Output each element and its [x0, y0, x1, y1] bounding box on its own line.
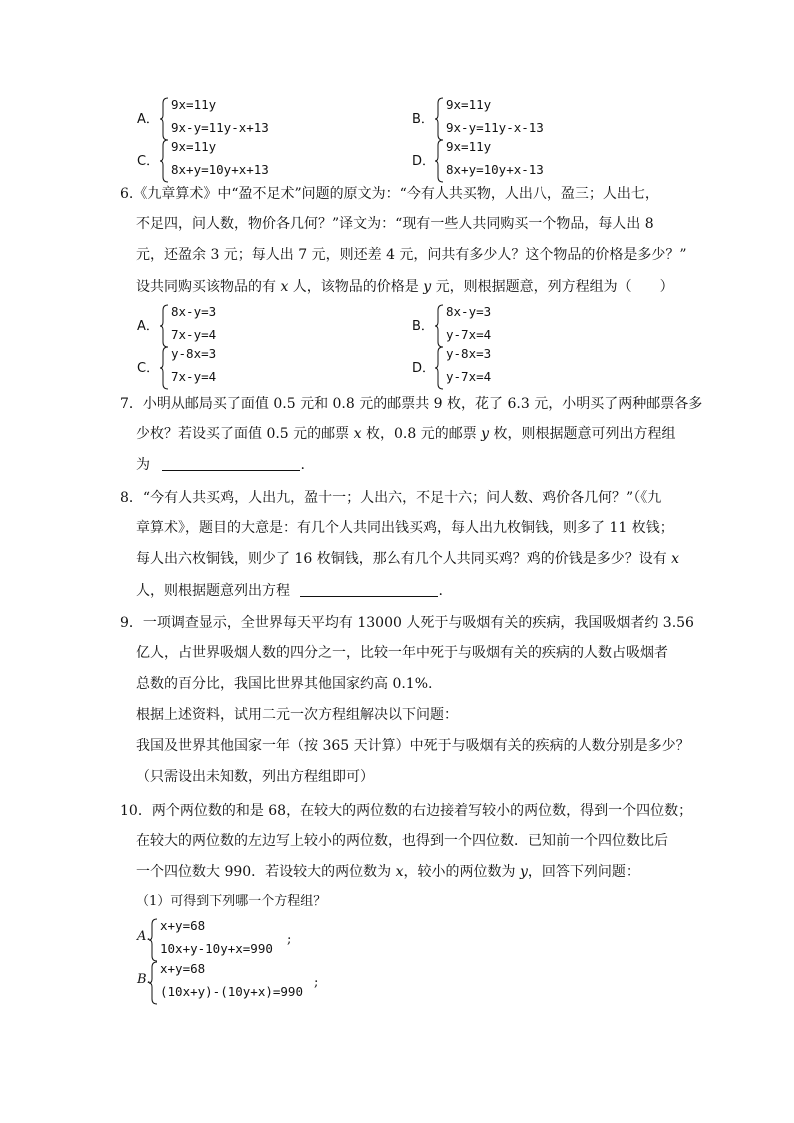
option-label: A. — [137, 929, 151, 944]
brace-icon — [434, 346, 444, 390]
equation-2: (10x+y)-(10y+x)=990 — [160, 984, 303, 999]
equation-1: 9x=11y — [171, 97, 217, 112]
q10-sub-question-1: （1）可得到下列哪一个方程组？ — [136, 894, 327, 909]
text: 为 — [136, 457, 155, 473]
variable-x: x — [280, 279, 289, 295]
q7-line-1: 7．小明从邮局买了面值 0.5 元和 0.8 元的邮票共 9 枚，花了 6.3 元，小明买了两种邮票各多 — [120, 396, 703, 412]
q6-line-1: 6.《九章算术》中“盈不足术”问题的原文为：“今有人共买物，人出八，盈三；人出七， — [120, 186, 659, 202]
text: 少枚？若设买了面值 0.5 元的邮票 — [136, 426, 354, 442]
text: ，较小的两位数为 — [403, 864, 520, 880]
q6-line-4 — [136, 277, 674, 297]
q8-line-1: 8．“今有人共买鸡，人出九，盈十一；人出六，不足十六；问人数、鸡价各几何？”（《九 — [120, 490, 662, 506]
semicolon: ; — [287, 932, 292, 947]
equation-1: 9x=11y — [446, 139, 492, 154]
option-label: A． — [137, 319, 159, 334]
variable-x: x — [671, 551, 680, 567]
q10-line-3 — [136, 862, 640, 882]
variable-y: y — [519, 864, 528, 880]
option-label: A． — [137, 112, 159, 127]
brace-icon — [159, 97, 169, 141]
option-label: D． — [412, 154, 436, 169]
option-label: B. — [137, 972, 151, 987]
option-label: C． — [137, 361, 160, 376]
q10-line-1: 10．两个两位数的和是 68，在较大的两位数的右边接着写较小的两位数，得到一个四位数； — [120, 803, 693, 819]
equation-1: 8x-y=3 — [446, 304, 492, 319]
text: 每人出六枚铜钱，则少了 16 枚铜钱，那么有几个人共同买鸡？鸡的价钱是多少？设有 — [136, 551, 672, 567]
q9-line-3: 总数的百分比，我国比世界其他国家约高 0.1%. — [136, 676, 433, 692]
brace-icon — [148, 918, 158, 962]
brace-icon — [159, 304, 169, 348]
q7-line-2 — [136, 424, 676, 444]
brace-icon — [148, 961, 158, 1005]
text: . — [438, 583, 443, 599]
equation-1: x+y=68 — [160, 961, 206, 976]
text: 设共同购买该物品的有 — [136, 279, 281, 295]
brace-icon — [434, 304, 444, 348]
text: 枚，则根据题意可列出方程组 — [489, 426, 676, 442]
text: 人，则根据题意列出方程 — [136, 583, 295, 599]
equation-2: 9x-y=11y-x+13 — [171, 120, 269, 135]
option-label: D． — [412, 361, 436, 376]
q8-line-4 — [136, 581, 443, 601]
equation-2: 10x+y-10y+x=990 — [160, 941, 273, 956]
brace-icon — [434, 139, 444, 183]
q9-line-4: 根据上述资料，试用二元一次方程组解决以下问题： — [136, 707, 458, 723]
text: . — [300, 457, 305, 473]
text: 一个四位数大 990．若设较大的两位数为 — [136, 864, 396, 880]
equation-1: 8x-y=3 — [171, 304, 217, 319]
brace-icon — [159, 139, 169, 183]
text: 元，则根据题意，列方程组为（ ） — [431, 279, 674, 295]
q6-line-3: 元，还盈余 3 元；每人出 7 元，则还差 4 元，问共有多少人？这个物品的价格是多少？” — [136, 247, 687, 263]
equation-2: 7x-y=4 — [171, 327, 217, 342]
equation-1: y-8x=3 — [171, 346, 217, 361]
q9-line-6: （只需设出未知数，列出方程组即可） — [136, 769, 374, 785]
text: 人，该物品的价格是 — [288, 279, 424, 295]
answer-blank[interactable] — [162, 456, 300, 471]
q7-line-3 — [136, 455, 305, 475]
q6-line-2: 不足四，问人数，物价各几何？”译文为：“现有一些人共同购买一个物品，每人出 8 — [136, 216, 654, 232]
equation-2: 8x+y=10y+x-13 — [446, 162, 544, 177]
variable-y: y — [481, 426, 490, 442]
equation-1: y-8x=3 — [446, 346, 492, 361]
variable-x: x — [395, 864, 404, 880]
q9-line-5: 我国及世界其他国家一年（按 365 天计算）中死于与吸烟有关的疾病的人数分别是多少？ — [136, 738, 690, 754]
answer-blank[interactable] — [300, 582, 438, 597]
variable-x: x — [353, 426, 362, 442]
text: ，回答下列问题： — [527, 864, 640, 880]
option-label: C． — [137, 154, 160, 169]
q10-line-2: 在较大的两位数的左边写上较小的两位数，也得到一个四位数．已知前一个四位数比后 — [136, 833, 668, 849]
option-label: B． — [412, 112, 434, 127]
equation-2: 9x-y=11y-x-13 — [446, 120, 544, 135]
text: 枚，0.8 元的邮票 — [361, 426, 482, 442]
option-label: B． — [412, 319, 434, 334]
q9-line-2: 亿人，占世界吸烟人数的四分之一，比较一年中死于与吸烟有关的疾病的人数占吸烟者 — [136, 645, 668, 661]
variable-y: y — [423, 279, 432, 295]
equation-2: y-7x=4 — [446, 327, 492, 342]
q9-line-1: 9．一项调查显示，全世界每天平均有 13000 人死于与吸烟有关的疾病，我国吸烟者约 3.56 — [120, 615, 694, 631]
brace-icon — [434, 97, 444, 141]
equation-1: 9x=11y — [171, 139, 217, 154]
equation-2: 7x-y=4 — [171, 369, 217, 384]
equation-2: y-7x=4 — [446, 369, 492, 384]
equation-1: x+y=68 — [160, 918, 206, 933]
brace-icon — [159, 346, 169, 390]
equation-2: 8x+y=10y+x+13 — [171, 162, 269, 177]
q8-line-3 — [136, 549, 679, 569]
equation-1: 9x=11y — [446, 97, 492, 112]
q8-line-2: 章算术》，题目的大意是：有几个人共同出钱买鸡，每人出九枚铜钱，则多了 11 枚钱； — [136, 520, 674, 536]
semicolon: ; — [314, 975, 319, 990]
